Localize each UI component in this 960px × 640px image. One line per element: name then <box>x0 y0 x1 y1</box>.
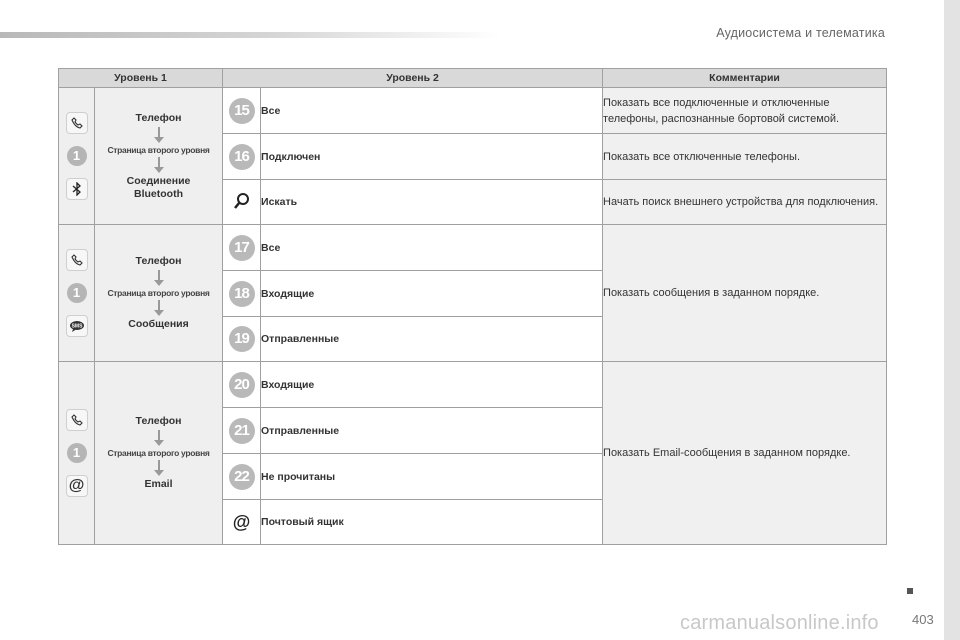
level2-icon-cell <box>223 88 261 134</box>
number-badge: 21 <box>229 418 255 444</box>
page-edge-strip <box>944 0 960 640</box>
down-arrow-icon <box>154 430 164 446</box>
level2-icon-cell <box>223 454 261 500</box>
level1-title: Телефон <box>135 415 182 427</box>
section-title: Аудиосистема и телематика <box>716 26 885 40</box>
down-arrow-icon <box>154 460 164 476</box>
header-level1: Уровень 1 <box>59 69 223 88</box>
level1-icons-cell <box>59 225 95 362</box>
number-badge: 22 <box>229 464 255 490</box>
watermark: carmanualsonline.info <box>680 612 879 634</box>
level1-target: Соединение Bluetooth <box>126 174 191 200</box>
level1-subpage: Страница второго уровня <box>107 288 210 298</box>
phone-icon <box>66 249 88 271</box>
level2-icon-cell <box>223 408 261 454</box>
level2-icon-cell <box>223 271 261 317</box>
level2-label: Отправленные <box>261 317 603 362</box>
level2-icon-cell <box>223 180 261 225</box>
level2-icon-cell <box>223 362 261 408</box>
level1-badge: 1 <box>67 146 87 166</box>
level1-text-cell <box>95 225 223 362</box>
level1-badge: 1 <box>67 283 87 303</box>
comment-cell: Показать все подключенные и отключенные телефоны, распознанные бортовой системой. <box>603 88 887 134</box>
comment-cell: Показать все отключенные телефоны. <box>603 134 887 180</box>
level1-text-cell <box>95 362 223 545</box>
page-marker <box>907 588 913 594</box>
level1-icons-cell <box>59 88 95 225</box>
comment-cell: Показать сообщения в заданном порядке. <box>603 225 887 362</box>
down-arrow-icon <box>154 127 164 143</box>
number-badge: 16 <box>229 144 255 170</box>
search-icon <box>233 201 251 213</box>
level2-label: Все <box>261 225 603 271</box>
level1-subpage: Страница второго уровня <box>107 144 210 155</box>
level2-icon-cell <box>223 317 261 362</box>
table-row <box>59 225 887 271</box>
down-arrow-icon <box>154 300 164 316</box>
page-number: 403 <box>912 612 934 627</box>
number-badge: 15 <box>229 98 255 124</box>
level1-text-cell <box>95 88 223 225</box>
level1-subpage: Страница второго уровня <box>107 448 210 458</box>
menu-table <box>58 68 887 545</box>
level1-target: Email <box>144 478 173 490</box>
level2-label: Искать <box>261 180 603 225</box>
header-comments: Комментарии <box>603 69 887 88</box>
bluetooth-icon <box>66 178 88 200</box>
phone-icon <box>66 409 88 431</box>
number-badge: 19 <box>229 326 255 352</box>
level1-icons-cell <box>59 362 95 545</box>
level1-title: Телефон <box>135 255 182 267</box>
level2-icon-cell <box>223 225 261 271</box>
down-arrow-icon <box>154 157 164 173</box>
table-header-row <box>59 69 887 88</box>
level2-label: Почтовый ящик <box>261 500 603 545</box>
level1-target: Сообщения <box>128 318 189 330</box>
comment-cell: Показать Email-сообщения в заданном порядке. <box>603 362 887 545</box>
level2-label: Входящие <box>261 362 603 408</box>
level2-label: Входящие <box>261 271 603 317</box>
header-level2: Уровень 2 <box>223 69 603 88</box>
level2-icon-cell <box>223 500 261 545</box>
level1-title: Телефон <box>135 111 182 124</box>
level2-label: Все <box>261 88 603 134</box>
number-badge: 18 <box>229 281 255 307</box>
at-icon: @ <box>232 511 251 532</box>
level1-badge: 1 <box>67 443 87 463</box>
header-decor-bar <box>0 32 500 38</box>
number-badge: 20 <box>229 372 255 398</box>
sms-icon <box>66 315 88 337</box>
level2-label: Подключен <box>261 134 603 180</box>
level2-label: Отправленные <box>261 408 603 454</box>
number-badge: 17 <box>229 235 255 261</box>
phone-icon <box>66 112 88 134</box>
svg-text:SMS: SMS <box>71 323 82 330</box>
comment-cell: Начать поиск внешнего устройства для подключения. <box>603 180 887 225</box>
table-row <box>59 88 887 134</box>
down-arrow-icon <box>154 270 164 286</box>
at-icon: @ <box>66 475 88 497</box>
level2-icon-cell <box>223 134 261 180</box>
level2-label: Не прочитаны <box>261 454 603 500</box>
table-row <box>59 362 887 408</box>
